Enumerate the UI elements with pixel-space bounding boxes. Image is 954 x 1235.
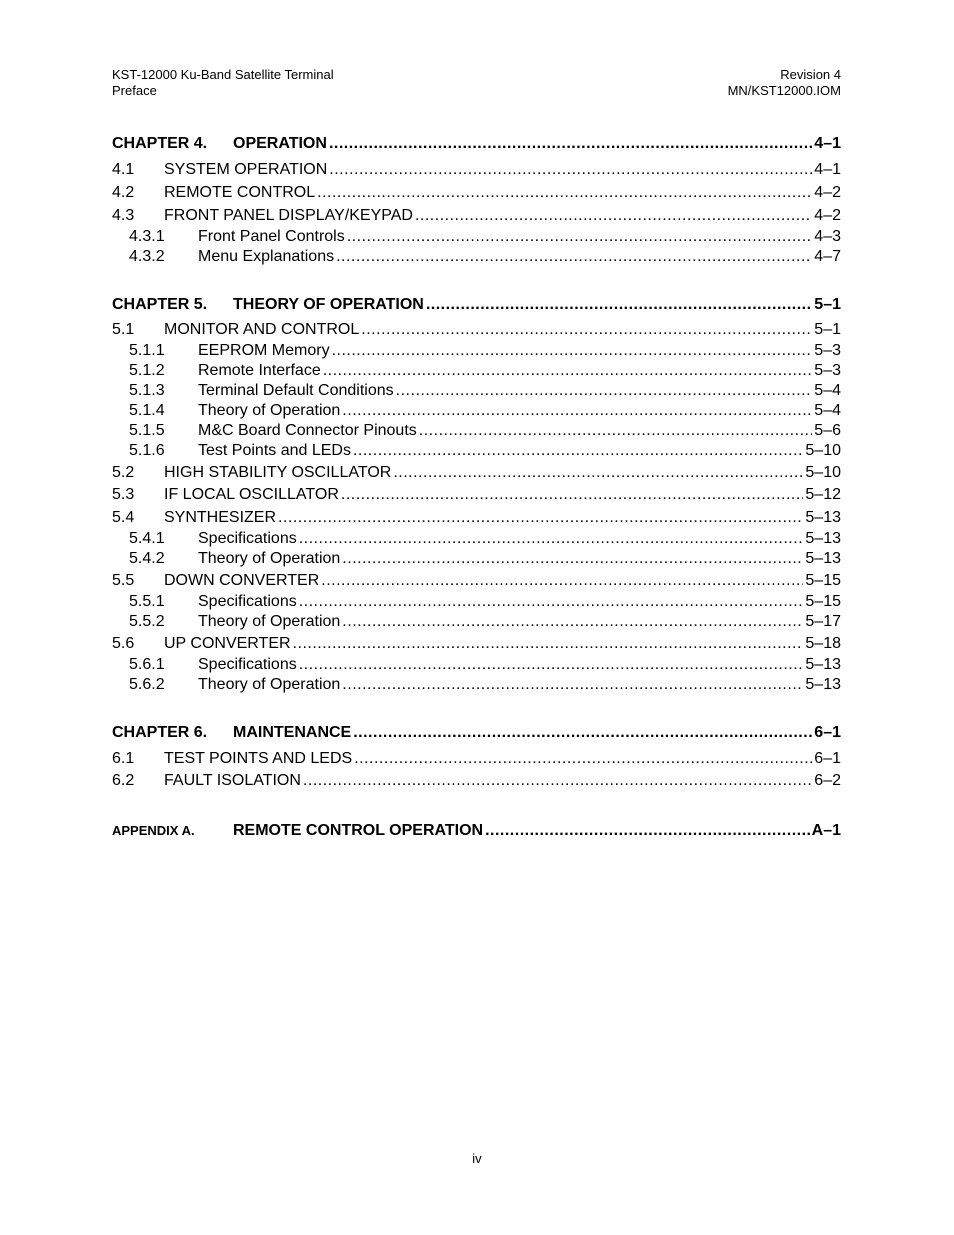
toc-leader — [361, 320, 812, 340]
toc-number: APPENDIX A. — [112, 823, 195, 838]
toc-number: 4.3.1 — [129, 228, 165, 245]
toc-entry-5-3[interactable] — [112, 485, 841, 505]
toc-number: 6.2 — [112, 772, 135, 789]
toc-leader — [336, 247, 812, 267]
toc-entry-5-6-1[interactable] — [112, 655, 841, 675]
toc-page: 5–3 — [814, 362, 841, 379]
toc-leader — [419, 421, 813, 441]
toc-number: CHAPTER 4. — [112, 135, 208, 152]
toc-number: 5.2 — [112, 464, 135, 481]
toc-title: Theory of Operation — [198, 676, 341, 693]
toc-number: 5.1.3 — [129, 382, 165, 399]
toc-leader — [347, 227, 813, 247]
toc-title: M&C Board Connector Pinouts — [198, 422, 417, 439]
toc-leader — [342, 401, 812, 421]
toc-title: Specifications — [198, 593, 297, 610]
toc-entry-4-1[interactable] — [112, 160, 841, 180]
toc-page: 5–4 — [814, 402, 841, 419]
toc-number: 5.5.2 — [129, 613, 165, 630]
toc-leader — [293, 634, 804, 654]
toc-title: Terminal Default Conditions — [198, 382, 394, 399]
toc-number: 5.4.2 — [129, 550, 165, 567]
toc-number: 5.1.6 — [129, 442, 165, 459]
toc-leader — [329, 134, 812, 154]
toc-page: 5–6 — [814, 422, 841, 439]
toc-number: 5.6.2 — [129, 676, 165, 693]
toc-leader — [354, 749, 812, 769]
toc-title: HIGH STABILITY OSCILLATOR — [164, 464, 392, 481]
toc-number: 6.1 — [112, 750, 135, 767]
toc-title: MAINTENANCE — [233, 724, 352, 741]
toc-number: 4.2 — [112, 184, 135, 201]
toc-entry-6-2[interactable] — [112, 771, 841, 791]
toc-leader — [299, 655, 804, 675]
toc-page: A–1 — [811, 822, 841, 839]
toc-title: EEPROM Memory — [198, 342, 330, 359]
toc-title: FRONT PANEL DISPLAY/KEYPAD — [164, 207, 413, 224]
toc-entry-5-1-1[interactable] — [112, 341, 841, 361]
toc-entry-5-5-1[interactable] — [112, 592, 841, 612]
toc-page: 5–1 — [814, 321, 841, 338]
toc-entry-5-1-2[interactable] — [112, 361, 841, 381]
revision-label: Revision 4 — [780, 67, 841, 82]
toc-number: 5.3 — [112, 486, 135, 503]
section-name: Preface — [112, 83, 157, 98]
toc-title: REMOTE CONTROL — [164, 184, 316, 201]
toc-entry-4-3-1[interactable] — [112, 227, 841, 247]
toc-leader — [393, 463, 803, 483]
toc-entry-5-4[interactable] — [112, 508, 841, 528]
toc-title: Menu Explanations — [198, 248, 335, 265]
toc-leader — [278, 508, 803, 528]
toc-title: UP CONVERTER — [164, 635, 291, 652]
toc-page: 5–15 — [805, 593, 841, 610]
toc-title: TEST POINTS AND LEDS — [164, 750, 353, 767]
document-number: MN/KST12000.IOM — [727, 83, 841, 98]
page-footer — [0, 1151, 954, 1166]
toc-page: 4–2 — [814, 184, 841, 201]
page-number: iv — [472, 1151, 482, 1166]
toc-title: Remote Interface — [198, 362, 321, 379]
toc-page: 4–1 — [814, 161, 841, 178]
toc-entry-5-6[interactable] — [112, 634, 841, 654]
toc-chapter-6[interactable] — [112, 723, 841, 743]
toc-entry-5-1-3[interactable] — [112, 381, 841, 401]
toc-number: 5.1.1 — [129, 342, 165, 359]
toc-title: Front Panel Controls — [198, 228, 345, 245]
toc-entry-5-6-2[interactable] — [112, 675, 841, 695]
toc-page: 5–10 — [805, 442, 841, 459]
toc-title: MONITOR AND CONTROL — [164, 321, 360, 338]
toc-title: REMOTE CONTROL OPERATION — [233, 822, 484, 839]
toc-page: 5–4 — [814, 382, 841, 399]
toc-page: 5–3 — [814, 342, 841, 359]
table-of-contents — [112, 134, 841, 841]
toc-title: SYNTHESIZER — [164, 509, 277, 526]
toc-entry-5-5[interactable] — [112, 571, 841, 591]
toc-page: 5–13 — [805, 509, 841, 526]
toc-chapter-4[interactable] — [112, 134, 841, 154]
toc-page: 6–2 — [814, 772, 841, 789]
toc-page: 5–13 — [805, 656, 841, 673]
toc-chapter-5[interactable] — [112, 295, 841, 315]
toc-leader — [321, 571, 803, 591]
toc-title: Specifications — [198, 656, 297, 673]
toc-entry-4-3-2[interactable] — [112, 247, 841, 267]
toc-leader — [353, 441, 803, 461]
toc-entry-5-4-1[interactable] — [112, 529, 841, 549]
toc-leader — [415, 206, 812, 226]
toc-title: Theory of Operation — [198, 402, 341, 419]
toc-leader — [317, 183, 812, 203]
toc-entry-5-1-6[interactable] — [112, 441, 841, 461]
toc-leader — [342, 675, 803, 695]
toc-entry-4-3[interactable] — [112, 206, 841, 226]
toc-number: 5.5.1 — [129, 593, 165, 610]
toc-leader — [341, 485, 804, 505]
toc-title: Test Points and LEDs — [198, 442, 351, 459]
toc-title: THEORY OF OPERATION — [233, 296, 424, 313]
toc-number: 5.6.1 — [129, 656, 165, 673]
toc-entry-5-1-5[interactable] — [112, 421, 841, 441]
toc-leader — [342, 549, 803, 569]
toc-entry-4-2[interactable] — [112, 183, 841, 203]
toc-page: 4–2 — [814, 207, 841, 224]
toc-page: 4–3 — [814, 228, 841, 245]
toc-number: 5.1 — [112, 321, 135, 338]
toc-number: 4.3 — [112, 207, 135, 224]
toc-page: 4–1 — [814, 135, 841, 152]
toc-leader — [342, 612, 803, 632]
toc-number: 5.1.2 — [129, 362, 165, 379]
toc-entry-5-5-2[interactable] — [112, 612, 841, 632]
toc-title: Theory of Operation — [198, 550, 341, 567]
toc-number: 4.1 — [112, 161, 135, 178]
toc-page: 5–1 — [814, 296, 841, 313]
toc-page: 4–7 — [814, 248, 841, 265]
toc-page: 5–13 — [805, 550, 841, 567]
header-left — [112, 67, 334, 99]
header-right — [728, 67, 841, 99]
toc-leader — [299, 592, 804, 612]
document-title: KST-12000 Ku-Band Satellite Terminal — [112, 67, 334, 82]
toc-page: 5–13 — [805, 676, 841, 693]
toc-leader — [329, 160, 812, 180]
toc-number: 4.3.2 — [129, 248, 165, 265]
toc-page: 6–1 — [814, 724, 841, 741]
toc-number: 5.1.4 — [129, 402, 165, 419]
toc-leader — [426, 295, 812, 315]
toc-title: Theory of Operation — [198, 613, 341, 630]
toc-number: 5.1.5 — [129, 422, 165, 439]
toc-leader — [303, 771, 812, 791]
toc-title: SYSTEM OPERATION — [164, 161, 328, 178]
toc-page: 5–15 — [805, 572, 841, 589]
toc-leader — [396, 381, 813, 401]
toc-number: 5.4 — [112, 509, 135, 526]
toc-title: IF LOCAL OSCILLATOR — [164, 486, 339, 503]
toc-number: 5.5 — [112, 572, 135, 589]
toc-entry-5-1-4[interactable] — [112, 401, 841, 421]
toc-appendix-a[interactable] — [112, 821, 841, 841]
toc-title: FAULT ISOLATION — [164, 772, 301, 789]
toc-page: 5–18 — [805, 635, 841, 652]
toc-entry-5-1[interactable] — [112, 320, 841, 340]
toc-page: 5–13 — [805, 530, 841, 547]
toc-page: 5–10 — [805, 464, 841, 481]
toc-leader — [332, 341, 813, 361]
toc-leader — [299, 529, 804, 549]
toc-title: Specifications — [198, 530, 297, 547]
toc-number: 5.6 — [112, 635, 135, 652]
toc-entry-6-1[interactable] — [112, 749, 841, 769]
toc-title: OPERATION — [233, 135, 327, 152]
toc-entry-5-2[interactable] — [112, 463, 841, 483]
toc-page: 5–17 — [805, 613, 841, 630]
toc-title: DOWN CONVERTER — [164, 572, 320, 589]
toc-leader — [323, 361, 813, 381]
toc-page: 6–1 — [814, 750, 841, 767]
toc-leader — [485, 821, 810, 841]
toc-page: 5–12 — [805, 486, 841, 503]
toc-number: CHAPTER 5. — [112, 296, 208, 313]
toc-number: CHAPTER 6. — [112, 724, 208, 741]
toc-entry-5-4-2[interactable] — [112, 549, 841, 569]
toc-number: 5.4.1 — [129, 530, 165, 547]
toc-leader — [353, 723, 812, 743]
